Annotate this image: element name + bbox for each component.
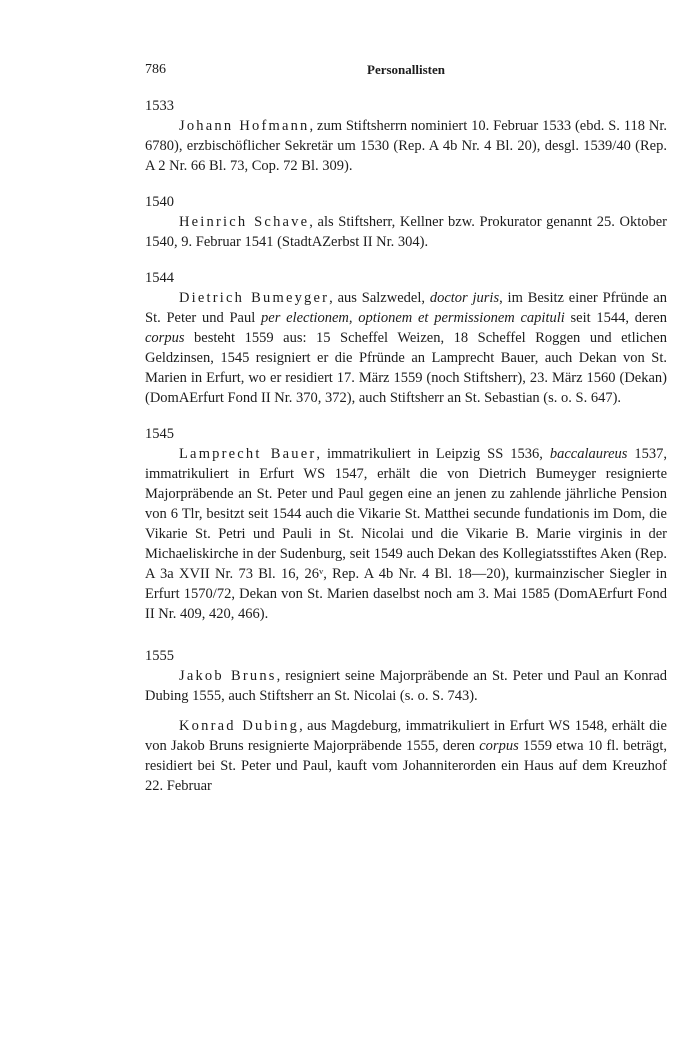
year-section [145,424,667,624]
entry-text: , aus Salzwedel, [329,290,430,306]
biography-entry [145,212,667,252]
year-section [145,646,667,796]
entry-text: seit 1544, deren [564,310,667,326]
person-name: Konrad Dubing [179,718,300,734]
latin-term: baccalaureus [549,446,628,462]
entry-text: besteht 1559 aus: 15 Scheffel Weizen, 18 Scheffel Roggen und etlichen Geldzinsen, 1545 resigniert er die Pfründe an Lamprecht Bauer, auch Dekan von St. Marien in Erfurt, wo er residiert 17. März 1559 (noch Stiftsherr), 23. März 1560 (Dekan) (DomAErfurt Fond II Nr. 370, 372), auch Stiftsherr an St. Sebastian (s. o. S. 647). [145,330,667,406]
section-year: 1555 [145,648,174,664]
section-year: 1545 [145,426,174,442]
entry-text: 1537, immatrikuliert in Erfurt WS 1547, erhält die von Dietrich Bumeyger resignierte Majorpräbende an St. Peter und Paul gegen eine an jenen zu zahlende jährliche Pension von 6 Tlr, besitzt seit 1544 auch die Vikarie St. Matthei secunde fundationis im Dom, die Vikarie St. Petri und Pauli in St. Nicolai und die Vikarie B. Marie virginis in der Michaeliskirche in der Sudenburg, seit 1549 auch Dekan des Kollegiatsstiftes Aken (Rep. A 3a XVII Nr. 73 Bl. 16, 26ᵛ, Rep. A 4b Nr. 4 Bl. 18—20), kurmainzischer Siegler in Erfurt 1570/72, Dekan von St. Marien daselbst noch am 3. Mai 1585 (DomAErfurt Fond II Nr. 409, 420, 466). [145,446,668,622]
entry-text: , als Stiftsherr, Kellner bzw. Prokurator genannt 25. Oktober 1540, 9. Februar 1541 (StadtAZerbst II Nr. 304). [145,214,667,250]
person-name: Dietrich Bumeyger [179,290,330,306]
entry-text: , resigniert seine Majorpräbende an St. Peter und Paul an Konrad Dubing 1555, auch Stiftsherr an St. Nicolai (s. o. S. 743). [145,668,668,704]
section-year: 1533 [145,98,174,114]
biography-entry [145,716,667,796]
latin-term: corpus [479,738,519,754]
entry-text: , im Besitz einer Pfründe an St. Peter und Paul [145,290,667,326]
year-section [145,268,667,408]
person-name: Johann Hofmann [179,118,310,134]
year-section [145,192,667,252]
biography-entry [145,444,667,624]
section-year: 1544 [145,270,174,286]
person-name: Heinrich Schave [179,214,310,230]
document-body [145,96,667,812]
page-number: 786 [145,62,166,77]
biography-entry [145,116,667,176]
entry-text: , aus Magdeburg, immatrikuliert in Erfurt WS 1548, erhält die von Jakob Bruns resignierte Majorpräbende 1555, deren [145,718,667,754]
section-year: 1540 [145,194,174,210]
running-title: Personallisten [367,62,445,77]
year-section [145,96,667,176]
entry-text: , zum Stiftsherrn nominiert 10. Februar 1533 (ebd. S. 118 Nr. 6780), erzbischöflicher Sekretär um 1530 (Rep. A 4b Nr. 4 Bl. 20), desgl. 1539/40 (Rep. A 2 Nr. 66 Bl. 73, Cop. 72 Bl. 309). [145,118,667,174]
page-header [145,62,667,82]
entry-text: , immatrikuliert in Leipzig SS 1536, [316,446,550,462]
latin-term: per electionem, optionem et permissionem capituli [261,310,565,326]
biography-entry [145,288,667,408]
person-name: Lamprecht Bauer [179,446,317,462]
biography-entry [145,666,667,706]
person-name: Jakob Bruns [179,668,277,684]
latin-term: corpus [145,330,185,346]
latin-term: doctor juris [429,290,500,306]
entry-text: 1559 etwa 10 fl. beträgt, residiert bei St. Peter und Paul, kauft vom Johanniterorden ein Haus auf dem Kreuzhof 22. Februar [145,738,667,794]
